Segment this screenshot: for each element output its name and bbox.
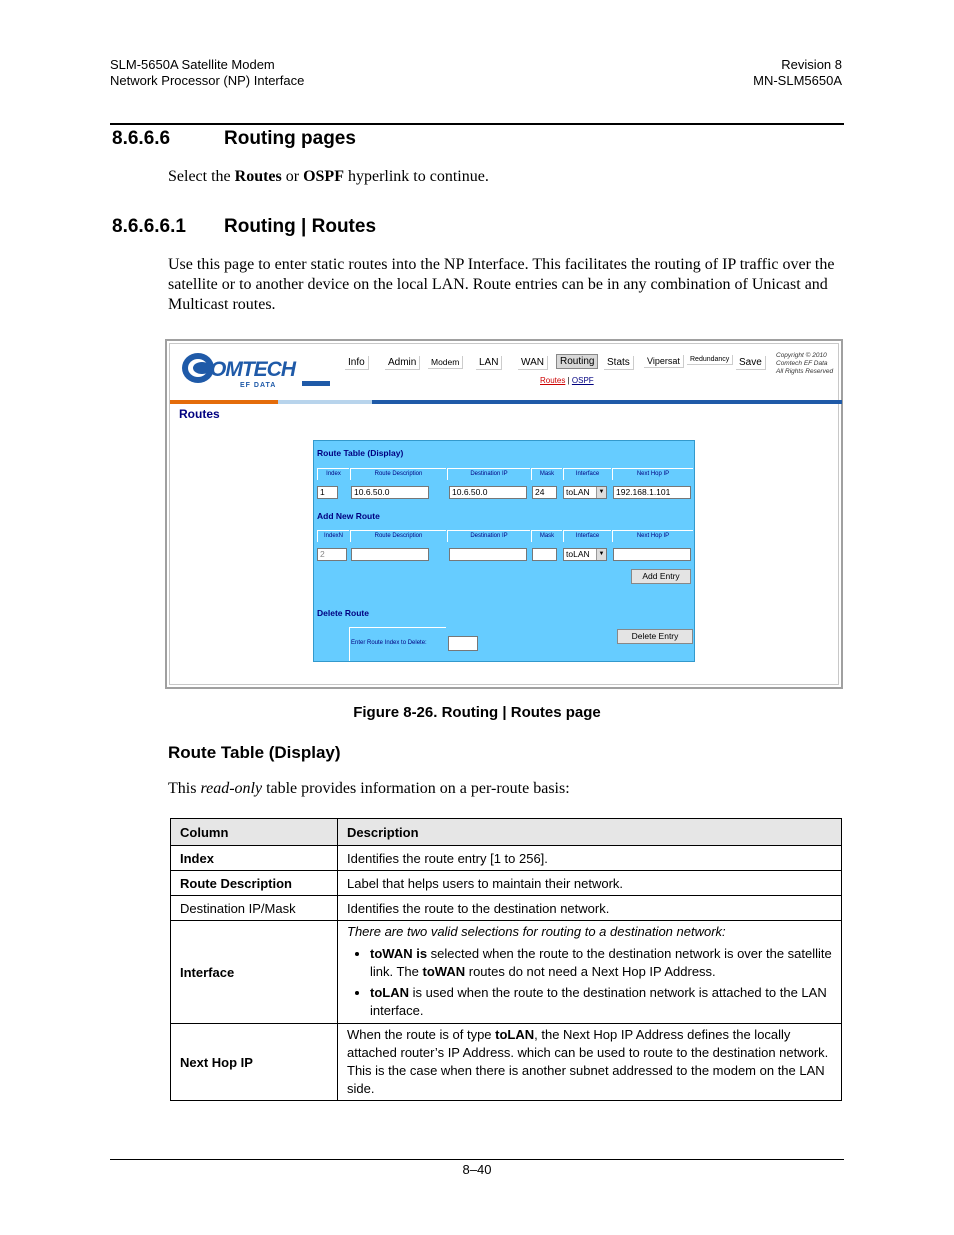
section2-paragraph: Use this page to enter static routes into the NP Interface. This facilitates the routing of IP traffic over the satellite or to another device on the local LAN. Route entries can be in any combination of Unicast and Multicast routes. [168,256,835,313]
list-item [370,984,832,1020]
row-col: Next Hop IP [171,1024,338,1101]
col-index: IndexN [317,530,349,542]
row-interface-select[interactable] [563,486,607,499]
col-interface: Interface [563,530,611,542]
subsection-heading: Route Table (Display) [168,743,341,762]
section1-paragraph [168,167,489,187]
col-dest-ip: Destination IP [447,530,530,542]
table-row [171,1024,842,1101]
bold-text: toLAN [370,985,409,1000]
row-col: Interface [171,921,338,1024]
row-description-field[interactable]: 10.6.50.0 [351,486,429,499]
route-table-title: Route Table (Display) [317,448,404,458]
screenshot-frame [169,343,839,685]
text: selected when the route to the destination network is over the satellite link. The [370,946,832,979]
bold-text: toWAN is [370,946,428,961]
row-desc: Identifies the route entry [1 to 256]. [338,846,842,871]
route-table-panel [313,440,695,662]
col-description: Route Description [350,530,446,542]
nav-admin[interactable]: Admin [385,356,420,370]
text: or [281,168,304,185]
header-rule [110,123,844,125]
copyright [776,352,833,376]
routes-link[interactable]: Routes [540,376,566,385]
page-number: 8–40 [462,1162,492,1177]
row-col: Index [171,846,338,871]
doc-number: MN-SLM5650A [753,73,842,88]
section-title: Routing | Routes [224,216,377,237]
table-row [171,896,842,921]
text: routes do not need a Next Hop IP Address. [465,964,716,979]
nav-redundancy[interactable]: Redundancy [687,355,733,365]
description-table [170,818,842,1101]
row-col: Destination IP/Mask [171,896,338,921]
sublink-separator: | [565,376,572,385]
dropdown-arrow-icon: ▼ [596,487,606,498]
nav-routing[interactable]: Routing [556,354,598,369]
delete-index-field[interactable] [448,636,478,651]
col-next-hop: Next Hop IP [612,468,693,480]
row-col: Route Description [171,871,338,896]
section-number: 8.6.6.6 [112,128,171,149]
header-column: Column [171,819,338,846]
section-number: 8.6.6.6.1 [112,216,186,237]
row-desc [338,921,842,1024]
delete-entry-button[interactable]: Delete Entry [617,629,693,644]
col-interface: Interface [563,468,611,480]
read-only-italic: read-only [200,780,263,797]
bold-text: toWAN [422,964,466,979]
row-dest-ip-field[interactable]: 10.6.50.0 [449,486,527,499]
section-title: Routing pages [224,128,356,149]
nav-stats[interactable]: Stats [604,356,634,370]
col-next-hop: Next Hop IP [612,530,693,542]
ospf-link[interactable]: OSPF [571,376,594,385]
section-heading-routing-routes [112,216,377,238]
table-header-row [171,819,842,846]
add-description-field[interactable] [351,548,429,561]
doc-subtitle: Network Processor (NP) Interface [110,73,305,88]
col-mask: Mask [531,468,562,480]
logo-text: OMTECH [210,358,295,381]
subsection-paragraph [168,779,570,799]
nav-wan[interactable]: WAN [518,356,548,370]
table-row [171,846,842,871]
dropdown-arrow-icon: ▼ [596,549,606,560]
row-desc [338,1024,842,1101]
header-description: Description [338,819,842,846]
nav-vipersat[interactable]: Vipersat [644,355,684,368]
text: is used when the route to the destination network is attached to the LAN interface. [370,985,827,1018]
revision: Revision 8 [781,57,842,72]
text: Select the [168,168,235,185]
sublinks [540,376,594,385]
row-next-hop-field[interactable]: 192.168.1.101 [613,486,691,499]
routes-bold: Routes [234,168,282,185]
row-desc: Label that helps users to maintain their network. [338,871,842,896]
row-index-field[interactable]: 1 [317,486,338,499]
text: table provides information on a per-route basis: [262,780,570,797]
doc-title: SLM-5650A Satellite Modem [110,57,275,72]
bar-light [278,400,372,404]
routes-screenshot [165,339,843,689]
delete-label: Enter Route Index to Delete: [351,640,427,646]
ospf-bold: OSPF [303,168,344,185]
text: When the route is of type [347,1027,496,1042]
copyright-line: All Rights Reserved [776,368,834,375]
copyright-line: Copyright © 2010 [776,352,827,359]
table-row [171,921,842,1024]
bold-text: toLAN [495,1027,535,1042]
nav-save[interactable]: Save [736,356,766,370]
copyright-line: Comtech EF Data [776,360,828,367]
nav-modem[interactable]: Modem [428,356,463,369]
add-interface-select[interactable] [563,548,607,561]
add-route-title: Add New Route [317,511,380,521]
row-interface-value: toLAN [566,487,590,497]
add-mask-field[interactable] [532,548,557,561]
bar-orange [170,400,278,404]
add-entry-button[interactable]: Add Entry [631,569,691,584]
comtech-logo [180,350,340,390]
row-mask-field[interactable]: 24 [532,486,557,499]
add-interface-value: toLAN [566,549,590,559]
table-row [171,871,842,896]
nexthop-text [347,1024,832,1100]
add-route-columns [317,530,691,541]
header-left [110,57,304,89]
bar-blue [372,400,842,404]
figure-caption: Figure 8-26. Routing | Routes page [353,704,601,721]
interface-intro: There are two valid selections for routing to a destination network: [347,924,726,939]
col-index: Index [317,468,349,480]
text: , the Next Hop IP Address defines the locally attached router’s IP Address. which can be used to route to the destination network. This is the case when there is another subnet addressed to the modem on the LAN side. [347,1027,829,1096]
col-mask: Mask [531,530,562,542]
col-dest-ip: Destination IP [447,468,530,480]
add-dest-ip-field[interactable] [449,548,527,561]
logo-subtext: EF DATA [240,382,277,389]
col-description: Route Description [350,468,446,480]
nav-info[interactable]: Info [345,356,369,370]
delete-route-title: Delete Route [317,608,369,618]
add-index-field[interactable]: 2 [317,548,347,561]
text: hyperlink to continue. [343,168,489,185]
row-desc: Identifies the route to the destination network. [338,896,842,921]
text: This [168,780,201,797]
section-heading-routing-pages [112,128,356,150]
route-table-columns [317,468,691,479]
header-right [753,57,842,89]
add-next-hop-field[interactable] [613,548,691,561]
list-item [370,945,832,981]
page-title: Routes [179,407,220,421]
footer-rule [110,1159,844,1160]
nav-lan[interactable]: LAN [476,356,502,370]
interface-list [347,945,832,1020]
